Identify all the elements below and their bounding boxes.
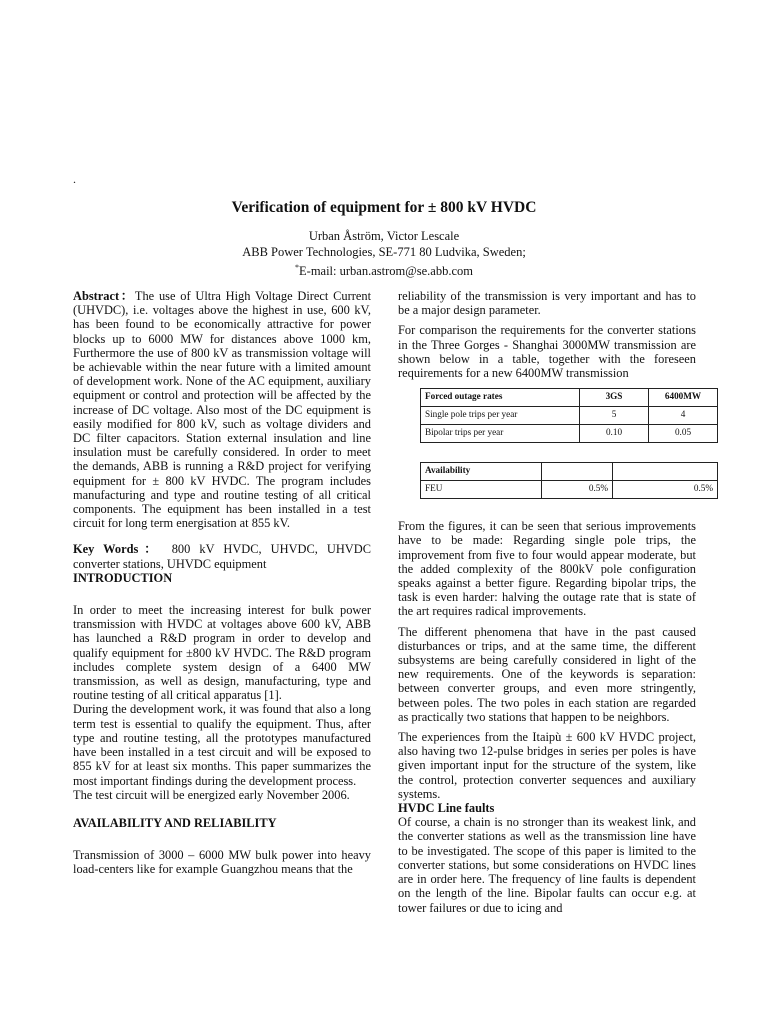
table-cell: FEU	[421, 481, 542, 499]
table-header-cell: Forced outage rates	[421, 389, 580, 407]
availability-paragraph-1: Transmission of 3000 – 6000 MW bulk power into heavy load-centers like for example Guangzhou means that the	[73, 848, 371, 877]
right-paragraph-3: From the figures, it can be seen that serious improvements have to be made: Regarding single pole trips, the improvement from five to four would appear moderate, but the added complexity of the 800kV pole configuration speaks against a better figure. Regarding bipolar trips, the task is even harder: halving the outage rate that is state of the art requires radical improvements.	[398, 519, 696, 619]
table-cell: 0.5%	[542, 481, 613, 499]
intro-paragraph-1: In order to meet the increasing interest for bulk power transmission with HVDC at voltages above 600 kV, ABB has launched a R&D program in order to develop and qualify equipment for ±800 kV HVDC. The R&D program includes complete system design of a 6400 MW transmission, as well as design, manufacturing, type and routine testing of all critical apparatus [1].	[73, 603, 371, 703]
table-row	[421, 425, 718, 443]
table-header-row	[421, 389, 718, 407]
right-column	[398, 289, 713, 915]
abstract-label: Abstract：	[73, 289, 135, 303]
table-cell: 5	[580, 407, 649, 425]
keywords-text: 800 kV HVDC, UHVDC, UHVDC converter stations, UHVDC equipment	[73, 542, 371, 571]
introduction-heading: INTRODUCTION	[73, 570, 173, 585]
author-block	[0, 229, 768, 280]
right-paragraph-4: The different phenomena that have in the past caused disturbances or trips, and at the same time, the different subsystems are being carefully considered in light of the new requirements. One of the keywords is separation: between converter groups, and even more stringently, between poles. The two poles in each station are regarded as practically two stations that happen to be neighbors.	[398, 624, 696, 724]
table-header-cell: Availability	[421, 463, 542, 481]
abstract-text: The use of Ultra High Voltage Direct Current (UHVDC), i.e. voltages above the highest in use, 600 kV, has been found to be economically attractive for power blocks up to 6000 MW for distances above 1000 km, Furthermore the use of 800 kV as transmission voltage will be achievable within the near future with a limited amount of development work. None of the AC equipment, auxiliary equipment or control and protection will be affected by the increase of DC voltage. Also most of the DC equipment is easily modified for 800 kV, such as voltage dividers and DC filter capacitors. Station external insulation and line insulation must be carefully considered. In order to meet the demands, ABB is running a R&D project for verifying equipment for ± 800 kV HVDC. The program includes manufacturing and type and routine testing of all critical components. The equipment has been installed in a test circuit for long term energisation at 855 kV.	[73, 289, 372, 531]
availability-table	[420, 462, 718, 499]
intro-paragraph-2: During the development work, it was found that also a long term test is essential to qualify the equipment. Thus, after type and routine testing, all the prototypes manufactured have been installed in a test circuit and will be exposed to 855 kV for at least six months. This paper summarizes the most important findings during the development process.	[73, 702, 371, 788]
outage-rates-table	[420, 388, 718, 443]
right-paragraph-2: For comparison the requirements for the converter stations in the Three Gorges - Shanghai 3000MW transmission are shown below in a table, together with the foreseen requirements for a new 6400MW transmission	[398, 323, 696, 381]
hvdc-line-faults-heading: HVDC Line faults	[398, 801, 495, 816]
table-row	[421, 481, 718, 499]
table-header-cell	[613, 463, 718, 481]
right-paragraph-1: reliability of the transmission is very important and has to be a major design parameter.	[398, 289, 696, 318]
abstract-paragraph	[73, 289, 371, 530]
email-text: E-mail: urban.astrom@se.abb.com	[299, 264, 473, 279]
author-email	[0, 260, 768, 280]
table-header-cell: 3GS	[580, 389, 649, 407]
table-cell: Single pole trips per year	[421, 407, 580, 425]
table-cell: 0.05	[649, 425, 718, 443]
table-header-cell	[542, 463, 613, 481]
table-cell: 0.5%	[613, 481, 718, 499]
availability-heading: AVAILABILITY AND RELIABILITY	[73, 815, 277, 830]
author-names: Urban Åström, Victor Lescale	[308, 229, 460, 243]
author-affiliation: ABB Power Technologies, SE-771 80 Ludvika, Sweden;	[242, 244, 526, 259]
table-header-cell: 6400MW	[649, 389, 718, 407]
left-column	[73, 289, 371, 877]
keywords-paragraph	[73, 542, 371, 570]
email-marker: *	[295, 263, 300, 272]
page-marker: .	[73, 172, 76, 186]
table-cell: 4	[649, 407, 718, 425]
right-paragraph-6: Of course, a chain is no stronger than its weakest link, and the converter stations as well as the transmission line have to be investigated. The scope of this paper is limited to the converter stations, but some considerations on HVDC lines are in order here. The frequency of line faults is dependent on the length of the line. Bipolar faults can occur e.g. at tower failures or due to icing and	[398, 815, 696, 915]
table-header-row	[421, 463, 718, 481]
table-row	[421, 407, 718, 425]
right-paragraph-5: The experiences from the Itaipù ± 600 kV HVDC project, also having two 12-pulse bridges in series per poles is have given important input for the structure of the system, like the control, protection converter sequences and auxiliary systems.	[398, 730, 696, 801]
paper-title: Verification of equipment for ± 800 kV HVDC	[231, 199, 537, 216]
table-cell: 0.10	[580, 425, 649, 443]
table-cell: Bipolar trips per year	[421, 425, 580, 443]
keywords-label: Key Words：	[73, 542, 163, 557]
intro-paragraph-3: The test circuit will be energized early November 2006.	[73, 787, 350, 802]
